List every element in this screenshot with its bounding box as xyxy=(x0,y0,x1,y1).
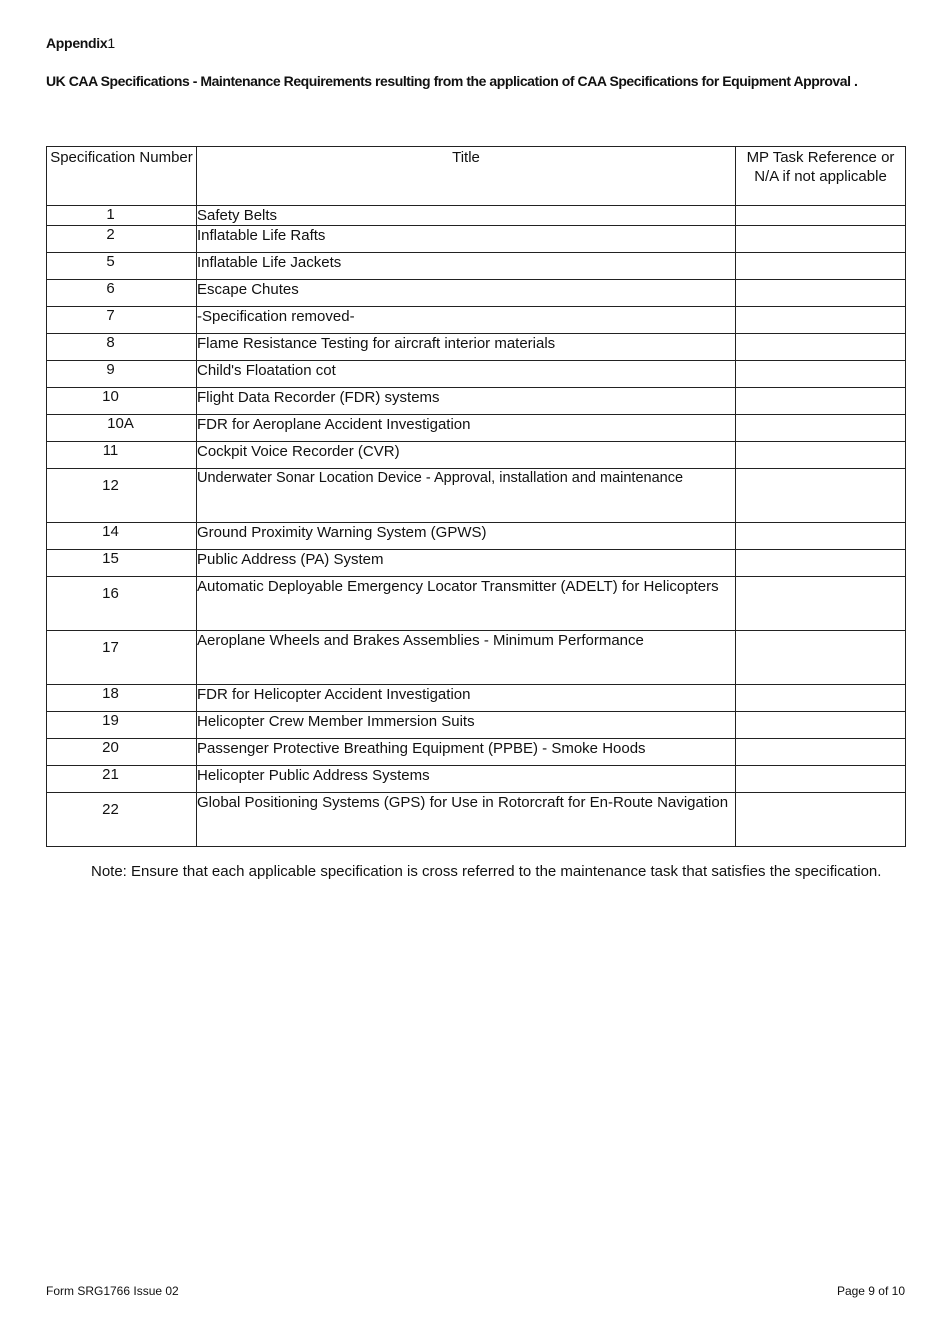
mp-task-cell[interactable] xyxy=(736,388,906,415)
table-row xyxy=(47,334,906,361)
header-title: Title xyxy=(197,147,736,206)
spec-number-text: 7 xyxy=(106,307,115,324)
note-text: Note: Ensure that each applicable specification is cross referred to the maintenance task that satisfies the specification. xyxy=(91,863,882,880)
spec-number xyxy=(47,712,197,739)
spec-number xyxy=(47,442,197,469)
spec-number xyxy=(47,253,197,280)
spec-number-text: 11 xyxy=(102,442,119,459)
table-row xyxy=(47,226,906,253)
mp-task-cell[interactable] xyxy=(736,361,906,388)
spec-number-text: 18 xyxy=(102,685,119,702)
appendix-word: Appendix xyxy=(46,35,108,51)
mp-task-cell[interactable] xyxy=(736,469,906,523)
mp-task-cell[interactable] xyxy=(736,415,906,442)
spec-number xyxy=(47,766,197,793)
table-row xyxy=(47,766,906,793)
spec-number-text: 16 xyxy=(102,585,119,602)
spec-number-text: 5 xyxy=(106,253,115,270)
mp-task-cell[interactable] xyxy=(736,631,906,685)
spec-title: Helicopter Public Address Systems xyxy=(197,766,736,793)
spec-number xyxy=(47,739,197,766)
spec-title: Escape Chutes xyxy=(197,280,736,307)
table-row xyxy=(47,415,906,442)
mp-task-cell[interactable] xyxy=(736,334,906,361)
table-row xyxy=(47,280,906,307)
spec-number-text: 19 xyxy=(102,712,119,729)
spec-number-text: 2 xyxy=(106,226,115,243)
spec-title: Helicopter Crew Member Immersion Suits xyxy=(197,712,736,739)
table-row xyxy=(47,739,906,766)
spec-number-text: 10 xyxy=(102,388,119,405)
spec-number xyxy=(47,685,197,712)
appendix-number: 1 xyxy=(107,35,115,51)
footer-page-number: Page 9 of 10 xyxy=(836,1284,905,1298)
spec-number xyxy=(47,280,197,307)
spec-title: Automatic Deployable Emergency Locator Transmitter (ADELT) for Helicopters xyxy=(197,577,736,631)
spec-title: Flight Data Recorder (FDR) systems xyxy=(197,388,736,415)
spec-number-text: 21 xyxy=(102,766,119,783)
mp-task-cell[interactable] xyxy=(736,712,906,739)
mp-task-cell[interactable] xyxy=(736,793,906,847)
spec-title: Inflatable Life Rafts xyxy=(197,226,736,253)
spec-title: Public Address (PA) System xyxy=(197,550,736,577)
mp-task-cell[interactable] xyxy=(736,685,906,712)
footer-form-id: Form SRG1766 Issue 02 xyxy=(46,1284,179,1298)
spec-number-text: 10A xyxy=(107,415,134,432)
spec-number xyxy=(47,307,197,334)
spec-title: Cockpit Voice Recorder (CVR) xyxy=(197,442,736,469)
mp-task-cell[interactable] xyxy=(736,766,906,793)
table-row xyxy=(47,712,906,739)
spec-number-text: 17 xyxy=(102,639,119,656)
spec-number xyxy=(47,550,197,577)
spec-title: Underwater Sonar Location Device - Approval, installation and maintenance xyxy=(197,469,736,523)
spec-number xyxy=(47,415,197,442)
spec-number-text: 20 xyxy=(102,739,119,756)
table-row xyxy=(47,469,906,523)
spec-number xyxy=(47,206,197,226)
spec-number xyxy=(47,226,197,253)
spec-title: Flame Resistance Testing for aircraft interior materials xyxy=(197,334,736,361)
table-row xyxy=(47,550,906,577)
spec-title: FDR for Helicopter Accident Investigation xyxy=(197,685,736,712)
spec-title: Inflatable Life Jackets xyxy=(197,253,736,280)
table-row xyxy=(47,631,906,685)
spec-number-text: 1 xyxy=(106,206,115,223)
mp-task-cell[interactable] xyxy=(736,280,906,307)
mp-task-cell[interactable] xyxy=(736,442,906,469)
table-row xyxy=(47,253,906,280)
specifications-table xyxy=(46,146,906,847)
table-row xyxy=(47,523,906,550)
table-row xyxy=(47,685,906,712)
spec-number xyxy=(47,469,197,523)
spec-number xyxy=(47,523,197,550)
table-row xyxy=(47,388,906,415)
mp-task-cell[interactable] xyxy=(736,307,906,334)
table-row xyxy=(47,206,906,226)
spec-number xyxy=(47,631,197,685)
spec-title: Ground Proximity Warning System (GPWS) xyxy=(197,523,736,550)
spec-number-text: 12 xyxy=(102,477,119,494)
spec-number xyxy=(47,388,197,415)
page-heading: UK CAA Specifications - Maintenance Requirements resulting from the application of CAA Specifications for Equipment Approval . xyxy=(46,73,858,89)
header-spec-number: Specification Number xyxy=(47,147,197,206)
table-row xyxy=(47,361,906,388)
table-row xyxy=(47,442,906,469)
spec-number xyxy=(47,334,197,361)
mp-task-cell[interactable] xyxy=(736,739,906,766)
spec-number xyxy=(47,361,197,388)
spec-title: Aeroplane Wheels and Brakes Assemblies - Minimum Performance xyxy=(197,631,736,685)
spec-number-text: 9 xyxy=(106,361,115,378)
mp-task-cell[interactable] xyxy=(736,226,906,253)
spec-number-text: 22 xyxy=(102,801,119,818)
spec-title: FDR for Aeroplane Accident Investigation xyxy=(197,415,736,442)
mp-task-cell[interactable] xyxy=(736,577,906,631)
header-mp-task: MP Task Reference or N/A if not applicable xyxy=(736,147,906,206)
table-row xyxy=(47,793,906,847)
spec-number-text: 6 xyxy=(106,280,115,297)
spec-title: Global Positioning Systems (GPS) for Use in Rotorcraft for En-Route Navigation xyxy=(197,793,736,847)
spec-title: -Specification removed- xyxy=(197,307,736,334)
spec-title: Safety Belts xyxy=(197,206,736,226)
spec-title: Passenger Protective Breathing Equipment (PPBE) - Smoke Hoods xyxy=(197,739,736,766)
table-header-row xyxy=(47,147,906,206)
appendix-label xyxy=(46,35,115,51)
mp-task-cell[interactable] xyxy=(736,206,906,226)
table-row xyxy=(47,307,906,334)
spec-number-text: 15 xyxy=(102,550,119,567)
mp-task-cell[interactable] xyxy=(736,550,906,577)
spec-number xyxy=(47,577,197,631)
mp-task-cell[interactable] xyxy=(736,523,906,550)
spec-number xyxy=(47,793,197,847)
spec-number-text: 8 xyxy=(106,334,115,351)
table-row xyxy=(47,577,906,631)
spec-number-text: 14 xyxy=(102,523,119,540)
mp-task-cell[interactable] xyxy=(736,253,906,280)
spec-title: Child's Floatation cot xyxy=(197,361,736,388)
